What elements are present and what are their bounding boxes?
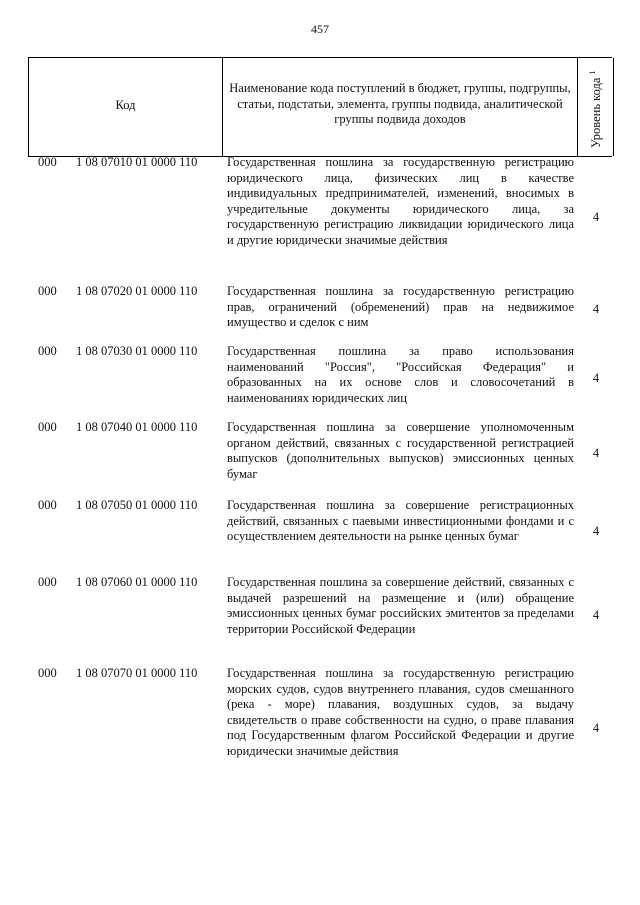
row-income-name: Государственная пошлина за государственную регистрацию морских судов, судов внутреннего плавания, судов смешанного (река - море) плавания, воздушных судов, за выдачу свидетельств о праве собственности на судно, о праве плавания под Государственным флагом Российской Федерации и другие юридически значимые действия (227, 666, 574, 758)
page-number: 457 (311, 22, 329, 36)
row-income-code: 1 08 07030 01 0000 110 (76, 344, 198, 358)
row-income-name: Государственная пошлина за совершение действий, связанных с выдачей разрешений на размещение и (или) обращение эмиссионных ценных бумаг российских эмитентов за пределами территории Российской Федерации (227, 575, 574, 636)
row-income-code: 1 08 07040 01 0000 110 (76, 420, 198, 434)
table-header (28, 57, 612, 157)
row-admin-code: 000 (38, 284, 57, 298)
row-level: 4 (592, 210, 600, 224)
row-admin-code: 000 (38, 666, 57, 680)
header-level-label (588, 70, 604, 148)
row-admin-code: 000 (38, 575, 57, 589)
row-level: 4 (592, 608, 600, 622)
header-name-label: Наименование кода поступлений в бюджет, группы, подгруппы, статьи, подстатьи, элемента, группы подвида, аналитической группы подвида доходов (229, 81, 571, 126)
row-income-code: 1 08 07050 01 0000 110 (76, 498, 198, 512)
row-income-code: 1 08 07070 01 0000 110 (76, 666, 198, 680)
row-level: 4 (592, 302, 600, 316)
row-income-name: Государственная пошлина за право использования наименований "Россия", "Российская Федерация" и образованных на их основе слов и словосочетаний в наименованиях юридических лиц (227, 344, 574, 405)
header-level-cell (577, 58, 614, 156)
row-admin-code: 000 (38, 155, 57, 169)
row-income-name: Государственная пошлина за совершение уполномоченным органом действий, связанных с государственной регистрацией выпусков (дополнительных выпусков) эмиссионных ценных бумаг (227, 420, 574, 481)
row-income-code: 1 08 07020 01 0000 110 (76, 284, 198, 298)
row-income-name: Государственная пошлина за государственную регистрацию прав, ограничений (обременений) прав на недвижимое имущество и сделок с ним (227, 284, 574, 329)
header-name-cell (221, 58, 577, 156)
row-level: 4 (592, 446, 600, 460)
row-admin-code: 000 (38, 344, 57, 358)
row-level: 4 (592, 721, 600, 735)
header-code-label: Код (115, 98, 136, 112)
row-income-name: Государственная пошлина за совершение регистрационных действий, связанных с паевыми инвестиционными фондами и с осуществлением деятельности на рынке ценных бумаг (227, 498, 574, 543)
row-admin-code: 000 (38, 498, 57, 512)
header-code-cell (28, 58, 223, 156)
row-income-code: 1 08 07010 01 0000 110 (76, 155, 198, 169)
row-income-name: Государственная пошлина за государственную регистрацию юридического лица, физических лиц в качестве индивидуальных предпринимателей, изменений, вносимых в учредительные документы юридического лица, за государственную регистрацию ликвидации юридического лица и другие юридически значимые действия (227, 155, 574, 247)
row-income-code: 1 08 07060 01 0000 110 (76, 575, 198, 589)
row-level: 4 (592, 524, 600, 538)
row-level: 4 (592, 371, 600, 385)
header-level-footnote: 1 (588, 70, 597, 75)
row-admin-code: 000 (38, 420, 57, 434)
header-level-text: Уровень кода (589, 77, 604, 148)
